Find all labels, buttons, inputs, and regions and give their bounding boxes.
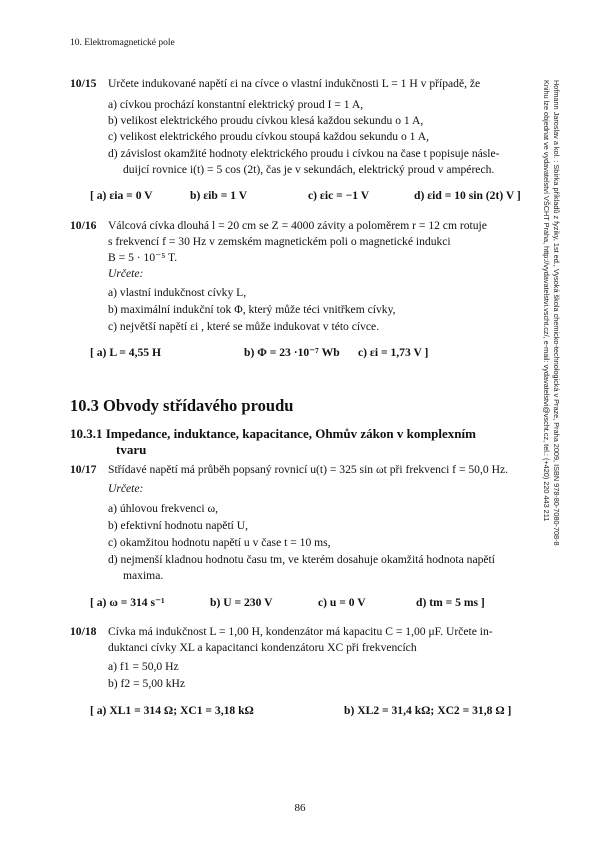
running-header: 10. Elektromagnetické pole bbox=[70, 38, 175, 48]
problem-text: B = 5 · 10⁻⁵ T. bbox=[108, 251, 178, 264]
answer: b) εib = 1 V bbox=[190, 189, 248, 202]
subsection-title-cont: tvaru bbox=[116, 442, 147, 457]
list-item: d) závislost okamžité hodnoty elektrického proudu i cívkou na čase t popisuje násle- bbox=[108, 147, 500, 160]
problem-text: s frekvencí f = 30 Hz v zemském magnetickém poli o magnetické indukci bbox=[108, 235, 451, 248]
answer: c) u = 0 V bbox=[318, 596, 366, 609]
citation-line: Hofmann Jaroslav a kol. : Sbírka příkladů z fyziky, 1st ed., Vysoká škola chemicko-technologická v Praze, Praha 2009, ISBN 978-80-7080-708-8 bbox=[552, 80, 561, 546]
answer: [ a) ω = 314 s⁻¹ bbox=[90, 596, 165, 609]
list-item: d) nejmenší kladnou hodnotu času tm, ve kterém dosahuje okamžitá hodnota napětí bbox=[108, 553, 496, 566]
side-citation bbox=[527, 80, 561, 690]
answer: [ a) L = 4,55 H bbox=[90, 346, 162, 359]
problem-text: Střídavé napětí má průběh popsaný rovnicí u(t) = 325 sin ωt při frekvenci f = 50,0 Hz. bbox=[108, 463, 508, 476]
problem-text: Určete indukované napětí εi na cívce o vlastní indukčnosti L = 1 H v případě, že bbox=[108, 77, 481, 90]
list-item: a) cívkou prochází konstantní elektrický proud I = 1 A, bbox=[108, 98, 364, 111]
answer: c) εi = 1,73 V ] bbox=[358, 346, 429, 359]
answer: b) XL2 = 31,4 kΩ; XC2 = 31,8 Ω ] bbox=[344, 704, 512, 717]
list-item: a) f1 = 50,0 Hz bbox=[108, 660, 179, 673]
section-title: 10.3 Obvody střídavého proudu bbox=[70, 396, 294, 415]
list-item: a) úhlovou frekvenci ω, bbox=[108, 502, 219, 515]
page-number: 86 bbox=[294, 802, 306, 814]
problem-number: 10/17 bbox=[70, 463, 97, 476]
citation-line: Knihu lze objednat ve vydavatelství VŠCHT Praha, http://vydavatelstvi.vscht.cz/, e-mail: vydavatelstvi@vscht.cz, tel.: (+420) 220 443 211 bbox=[542, 80, 551, 522]
problem-number: 10/16 bbox=[70, 219, 97, 232]
list-item: b) maximální indukční tok Φ, který může téci vnitřkem cívky, bbox=[108, 303, 396, 316]
subsection-title: 10.3.1 Impedance, induktance, kapacitance, Ohmův zákon v komplexním bbox=[70, 426, 476, 441]
answer: c) εic = −1 V bbox=[308, 189, 370, 202]
answer: b) Φ = 23 ·10⁻⁷ Wb bbox=[244, 346, 340, 359]
problem-number: 10/15 bbox=[70, 77, 97, 90]
answer: d) tm = 5 ms ] bbox=[416, 596, 485, 609]
list-item: c) velikost elektrického proudu cívkou stoupá každou sekundu o 1 A, bbox=[108, 130, 430, 143]
list-item: b) velikost elektrického proudu cívkou klesá každou sekundu o 1 A, bbox=[108, 114, 424, 127]
list-item: duijcí rovnice i(t) = 5 cos (2t), čas je v sekundách, elektrický proud v ampérech. bbox=[123, 163, 495, 176]
urcete: Určete: bbox=[108, 267, 144, 280]
list-item: maxima. bbox=[123, 569, 164, 582]
problem-text: duktanci cívky XL a kapacitanci kondenzátoru XC při frekvencích bbox=[108, 641, 417, 654]
list-item: c) největší napětí εi , které se může indukovat v této cívce. bbox=[108, 320, 380, 333]
list-item: a) vlastní indukčnost cívky L, bbox=[108, 286, 247, 299]
urcete: Určete: bbox=[108, 482, 144, 495]
answer: d) εid = 10 sin (2t) V ] bbox=[414, 189, 521, 202]
answer: [ a) XL1 = 314 Ω; XC1 = 3,18 kΩ bbox=[90, 704, 254, 717]
problem-number: 10/18 bbox=[70, 625, 97, 638]
list-item: b) f2 = 5,00 kHz bbox=[108, 677, 186, 690]
list-item: c) okamžitou hodnotu napětí u v čase t = 10 ms, bbox=[108, 536, 331, 549]
answer: b) U = 230 V bbox=[210, 596, 273, 609]
problem-text: Válcová cívka dlouhá l = 20 cm se Z = 4000 závity a poloměrem r = 12 cm rotuje bbox=[108, 219, 487, 232]
list-item: b) efektivní hodnotu napětí U, bbox=[108, 519, 249, 532]
problem-text: Cívka má indukčnost L = 1,00 H, kondenzátor má kapacitu C = 1,00 μF. Určete in- bbox=[108, 625, 493, 638]
answer: [ a) εia = 0 V bbox=[90, 189, 153, 202]
